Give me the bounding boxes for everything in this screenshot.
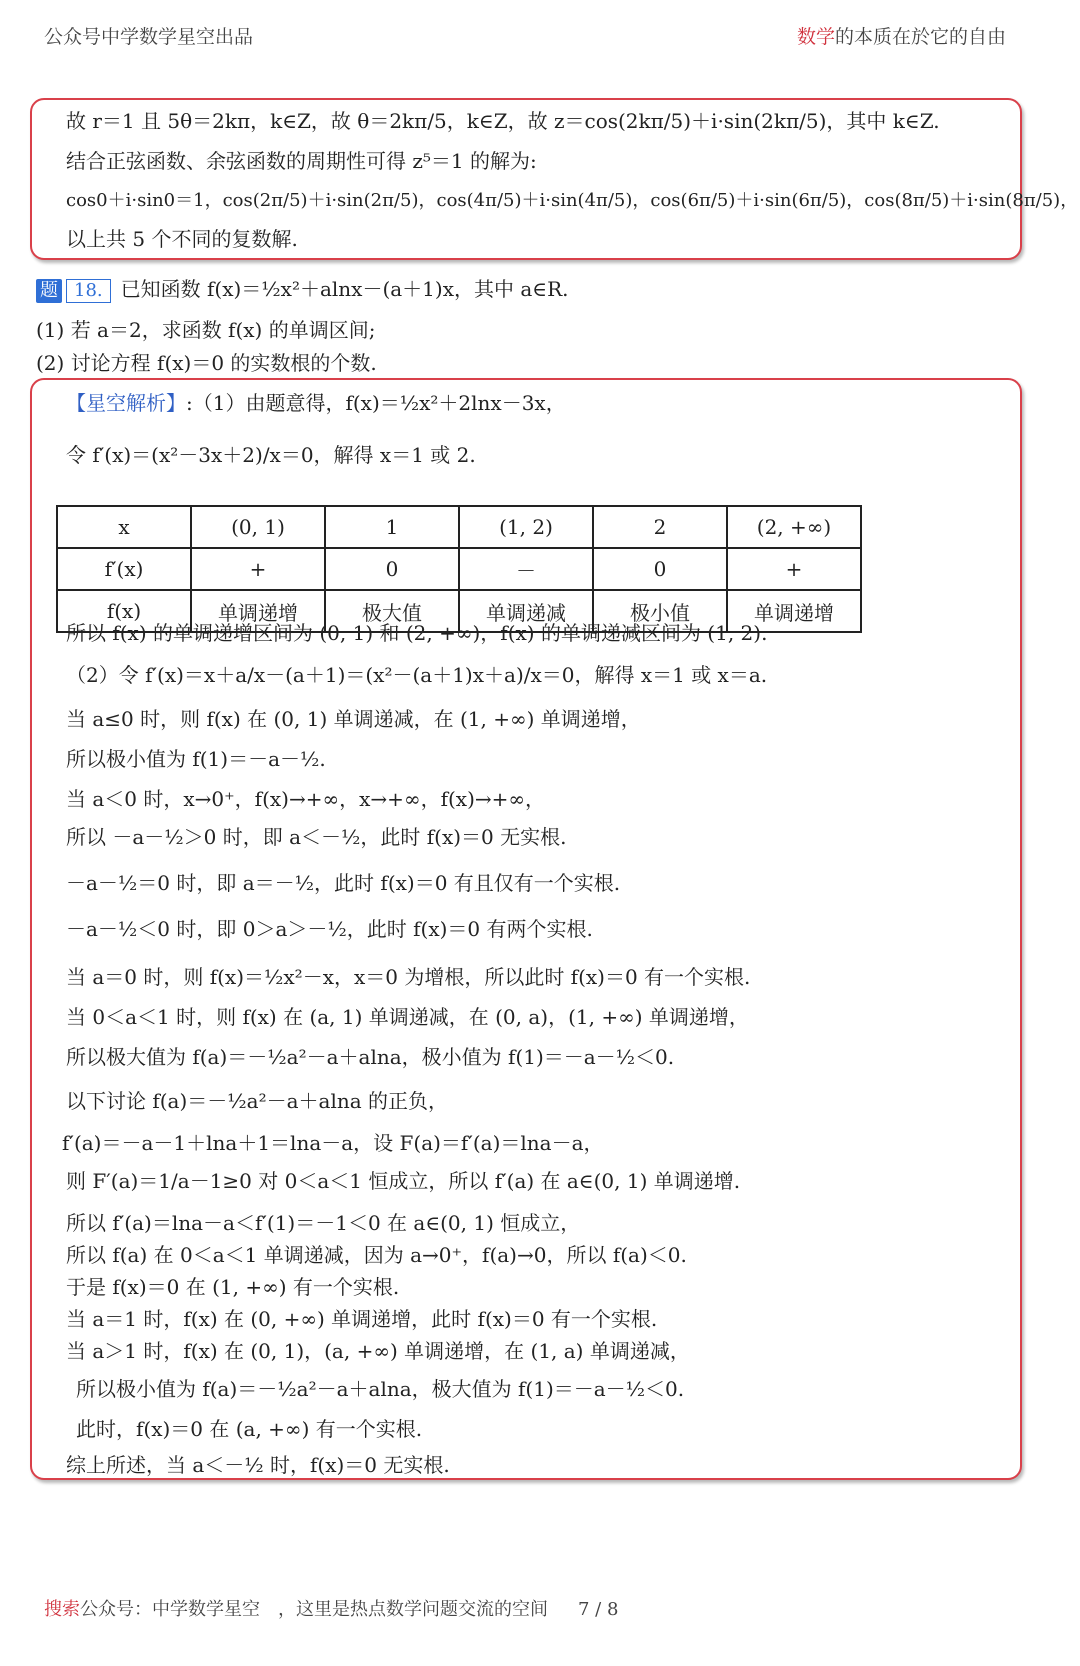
table-cell: 单调递增: [727, 590, 861, 632]
solution-text-line: 所以 f′(a)＝lna－a＜f′(1)＝－1＜0 在 a∈(0, 1) 恒成立，: [66, 1211, 581, 1235]
solution-text-line: 当 a＞1 时，f(x) 在 (0, 1)，(a, +∞) 单调递增，在 (1, a) 单调递减，: [66, 1339, 690, 1363]
footer: [44, 1595, 618, 1621]
solution-text-line: 所以 f(x) 的单调递增区间为 (0, 1) 和 (2, +∞)，f(x) 的单调递减区间为 (1, 2).: [66, 621, 768, 645]
page-number: 7 / 8: [578, 1599, 619, 1620]
solution-text-line: 以下讨论 f(a)＝－½a²－a＋alna 的正负，: [66, 1089, 449, 1113]
solution-text-line: －a－½＜0 时，即 0＞a＞－½，此时 f(x)＝0 有两个实根.: [66, 917, 593, 941]
table-row: [57, 548, 861, 590]
table-cell: +: [727, 548, 861, 590]
solution-text-line: 则 F′(a)＝1/a－1≥0 对 0＜a＜1 恒成立，所以 f′(a) 在 a∈(0, 1) 单调递增.: [66, 1169, 741, 1193]
table-cell: (0, 1): [191, 506, 325, 548]
footer-text: 公众号：中学数学星空 ，这里是热点数学问题交流的空间: [80, 1599, 548, 1620]
solution-line-2: 令 f′(x)＝(x²－3x＋2)/x＝0，解得 x＝1 或 2.: [66, 443, 476, 467]
solution-intro: :（1）由题意得，f(x)＝½x²＋2lnx－3x，: [186, 391, 566, 415]
solution-text-line: 于是 f(x)＝0 在 (1, +∞) 有一个实根.: [66, 1275, 400, 1299]
table-cell: 0: [593, 548, 727, 590]
solution-text-line: 所以 f(a) 在 0＜a＜1 单调递减，因为 a→0⁺，f(a)→0，所以 f(a)＜0.: [66, 1243, 687, 1267]
solution-line-1: [66, 388, 566, 418]
box1-line: 结合正弦函数、余弦函数的周期性可得 z⁵＝1 的解为:: [66, 149, 537, 173]
table-cell: 1: [325, 506, 459, 548]
solution-text-line: 当 a≤0 时，则 f(x) 在 (0, 1) 单调递减，在 (1, +∞) 单调递增，: [66, 707, 641, 731]
solution-text-line: （2）令 f′(x)＝x＋a/x－(a＋1)＝(x²－(a＋1)x＋a)/x＝0，解得 x＝1 或 x＝a.: [66, 663, 768, 687]
footer-accent: 搜索: [44, 1599, 80, 1620]
question-part-1: (1) 若 a＝2，求函数 f(x) 的单调区间;: [36, 318, 376, 342]
header-right: [797, 22, 1006, 49]
header-left: 公众号中学数学星空出品: [44, 26, 254, 48]
solution-text-line: 当 a＝0 时，则 f(x)＝½x²－x，x＝0 为增根，所以此时 f(x)＝0 有一个实根.: [66, 965, 751, 989]
solution-text-line: 当 a＝1 时，f(x) 在 (0, +∞) 单调递增，此时 f(x)＝0 有一个实根.: [66, 1307, 658, 1331]
answer-box-prev: [30, 98, 1079, 260]
table-cell: －: [459, 548, 593, 590]
table-cell: +: [191, 548, 325, 590]
solution-text-line: 所以极小值为 f(a)＝－½a²－a＋alna，极大值为 f(1)＝－a－½＜0.: [76, 1377, 685, 1401]
header-accent: 数学: [796, 26, 835, 48]
question-stem: [36, 274, 568, 304]
table-cell: (1, 2): [459, 506, 593, 548]
question-badge: 题: [36, 279, 62, 303]
table-cell: 极大值: [325, 590, 459, 632]
solution-text-line: 当 0＜a＜1 时，则 f(x) 在 (a, 1) 单调递减，在 (0, a)，(1, +∞) 单调递增，: [66, 1005, 749, 1029]
solution-text-line: 当 a＜0 时，x→0⁺，f(x)→+∞，x→+∞，f(x)→+∞，: [66, 787, 546, 811]
question-part-2: (2) 讨论方程 f(x)＝0 的实数根的个数.: [36, 351, 377, 375]
box1-line: 故 r＝1 且 5θ＝2kπ，k∈Z，故 θ＝2kπ/5，k∈Z，故 z＝cos(2kπ/5)＋i·sin(2kπ/5)，其中 k∈Z.: [66, 109, 940, 133]
table-cell: 2: [593, 506, 727, 548]
table-cell: x: [57, 506, 191, 548]
header-motto: 的本质在於它的自由: [834, 26, 1006, 48]
table-cell: 单调递减: [459, 590, 593, 632]
sign-table: [56, 505, 862, 633]
box1-line: 以上共 5 个不同的复数解.: [66, 227, 298, 251]
solution-text-line: 所以极小值为 f(1)＝－a－½.: [66, 747, 326, 771]
table-cell: 单调递增: [191, 590, 325, 632]
solution-text-line: 所以 －a－½＞0 时，即 a＜－½，此时 f(x)＝0 无实根.: [66, 825, 567, 849]
box1-line: cos0＋i·sin0＝1，cos(2π/5)＋i·sin(2π/5)，cos(4π/5)＋i·sin(4π/5)，cos(6π/5)＋i·sin(6π/5)，cos(8π/5)＋i·sin(8π/5)，: [66, 190, 1079, 211]
table-cell: f′(x): [57, 548, 191, 590]
table-row: [57, 506, 861, 548]
solution-text-line: 所以极大值为 f(a)＝－½a²－a＋alna，极小值为 f(1)＝－a－½＜0.: [66, 1045, 675, 1069]
solution-text-line: 综上所述，当 a＜－½ 时，f(x)＝0 无实根.: [66, 1453, 450, 1477]
solution-text-line: －a－½＝0 时，即 a＝－½，此时 f(x)＝0 有且仅有一个实根.: [66, 871, 621, 895]
solution-text-line: f′(a)＝－a－1＋lna＋1＝lna－a，设 F(a)＝f′(a)＝lna－a，: [62, 1131, 604, 1155]
table-cell: 极小值: [593, 590, 727, 632]
question-number: 18.: [66, 279, 111, 303]
solution-label: 【星空解析】: [66, 391, 186, 415]
question-text: 已知函数 f(x)＝½x²＋alnx－(a＋1)x，其中 a∈R.: [120, 277, 569, 301]
table-cell: (2, +∞): [727, 506, 861, 548]
solution-text-line: 此时，f(x)＝0 在 (a, +∞) 有一个实根.: [76, 1417, 423, 1441]
table-cell: 0: [325, 548, 459, 590]
table-cell: f(x): [57, 590, 191, 632]
